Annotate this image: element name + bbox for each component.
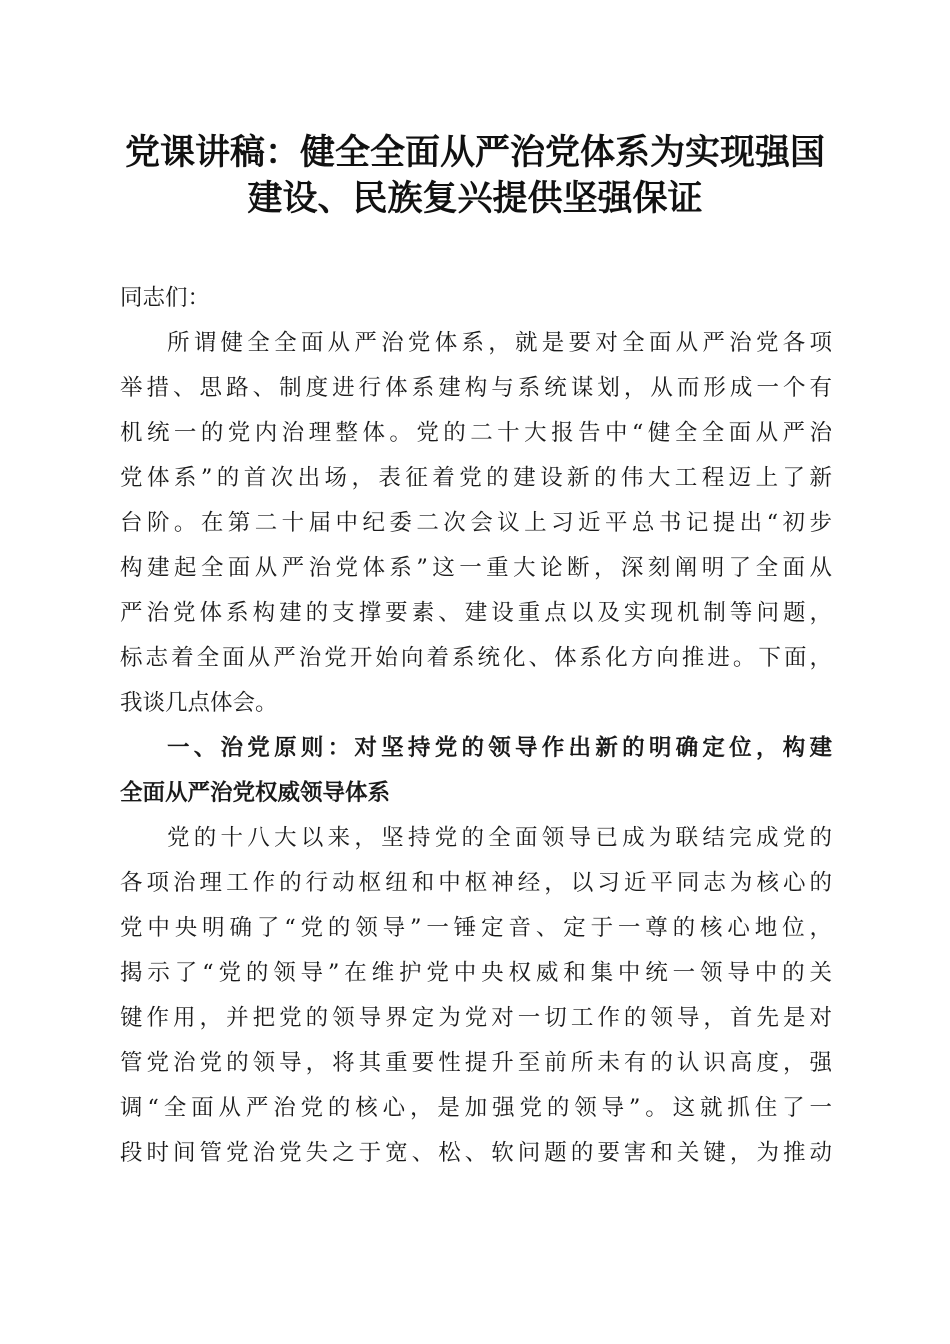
title-line: 建设、民族复兴提供坚强保证 [247, 178, 703, 219]
salutation: 同志们： [120, 285, 211, 311]
title-line: 党课讲稿：健全全面从严治党体系为实现强国 [124, 132, 825, 173]
paragraph-line: 管党治党的领导，将其重要性提升至前所未有的认识高度，强 [120, 1050, 832, 1076]
paragraph-line: 调“全面从严治党的核心，是加强党的领导”。这就抓住了一 [120, 1095, 832, 1121]
paragraph-line: 党的十八大以来，坚持党的全面领导已成为联结完成党的 [167, 825, 832, 851]
paragraph-line: 所谓健全全面从严治党体系，就是要对全面从严治党各项 [167, 330, 832, 356]
paragraph-line: 构建起全面从严治党体系”这一重大论断，深刻阐明了全面从 [120, 555, 832, 581]
paragraph-line: 段时间管党治党失之于宽、松、软问题的要害和关键，为推动 [120, 1140, 832, 1166]
paragraph-line: 我谈几点体会。 [120, 690, 278, 716]
section-heading-line: 一、治党原则：对坚持党的领导作出新的明确定位，构建 [167, 735, 832, 761]
paragraph-line: 严治党体系构建的支撑要素、建设重点以及实现机制等问题， [120, 600, 832, 626]
paragraph-line: 台阶。在第二十届中纪委二次会议上习近平总书记提出“初步 [120, 510, 832, 536]
paragraph-line: 各项治理工作的行动枢纽和中枢神经，以习近平同志为核心的 [120, 870, 832, 896]
paragraph-line: 键作用，并把党的领导界定为党对一切工作的领导，首先是对 [120, 1005, 832, 1031]
paragraph-line: 机统一的党内治理整体。党的二十大报告中“健全全面从严治 [120, 420, 832, 446]
paragraph-line: 标志着全面从严治党开始向着系统化、体系化方向推进。下面， [120, 645, 832, 671]
paragraph-line: 党中央明确了“党的领导”一锤定音、定于一尊的核心地位， [120, 915, 832, 941]
paragraph-line: 举措、思路、制度进行体系建构与系统谋划，从而形成一个有 [120, 375, 832, 401]
section-heading-line: 全面从严治党权威领导体系 [120, 780, 391, 806]
paragraph-line: 揭示了“党的领导”在维护党中央权威和集中统一领导中的关 [120, 960, 832, 986]
paragraph-line: 党体系”的首次出场，表征着党的建设新的伟大工程迈上了新 [120, 465, 832, 491]
document-title [100, 130, 850, 222]
